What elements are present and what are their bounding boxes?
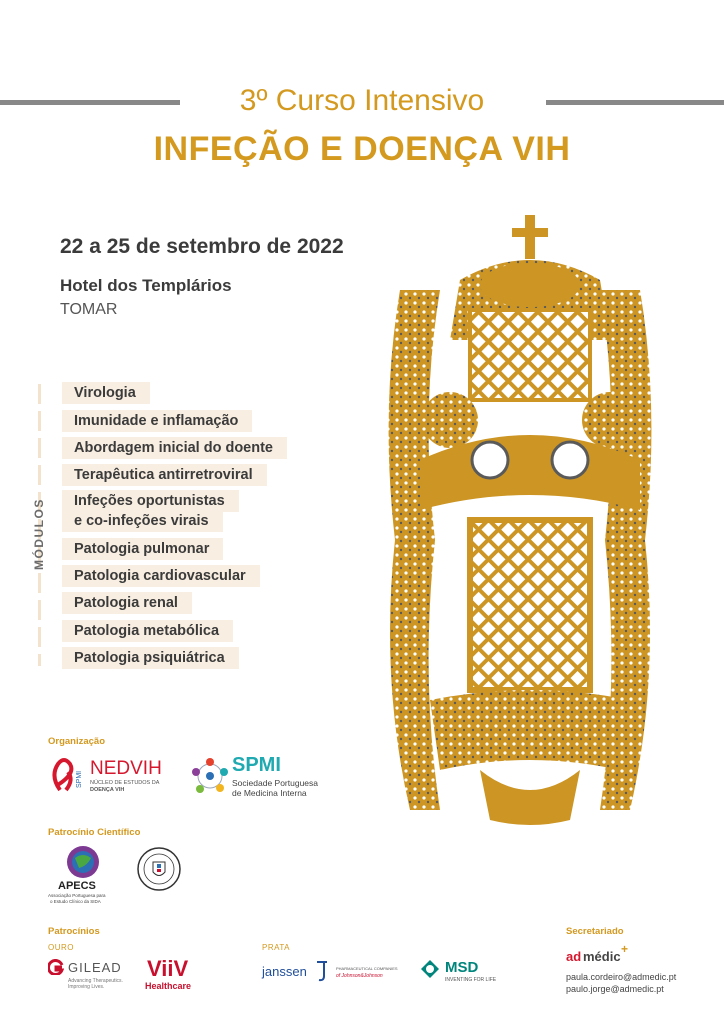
msd-logo [420, 958, 510, 988]
admedic-logo [566, 944, 646, 966]
apecs-line1: Associação Portuguesa para [48, 893, 106, 898]
spmi-name: SPMI [232, 754, 281, 776]
organization-label: Organização [48, 736, 106, 747]
msd-tag: INVENTING FOR LIFE [445, 977, 497, 983]
module-item: Abordagem inicial do doente [62, 437, 287, 459]
secretariat-email-2[interactable]: paulo.jorge@admedic.pt [566, 984, 664, 994]
secretariat-label: Secretariado [566, 926, 624, 937]
viiv-sub: Healthcare [145, 981, 192, 991]
secretariat-email-1[interactable]: paula.cordeiro@admedic.pt [566, 972, 677, 982]
janssen-tag1: PHARMACEUTICAL COMPANIES [336, 966, 398, 971]
event-dates: 22 a 25 de setembro de 2022 [60, 235, 344, 258]
gold-label: OURO [48, 943, 74, 952]
msd-name: MSD [445, 959, 479, 976]
gilead-logo [48, 958, 130, 994]
module-item: Patologia renal [62, 592, 192, 614]
gilead-tag1: Advancing Therapeutics. [68, 978, 123, 984]
module-item: Patologia pulmonar [62, 538, 223, 560]
module-item: Terapêutica antirretroviral [62, 464, 267, 486]
spmi-logo [190, 754, 320, 800]
viiv-name: ViiV [147, 956, 189, 981]
janssen-mark-icon [315, 960, 329, 982]
nedvih-name: NEDVIH [90, 758, 162, 779]
admedic-ad: ad [566, 949, 582, 964]
gilead-mark-icon [48, 959, 64, 975]
event-city: TOMAR [60, 301, 118, 318]
nedvih-sub1: NÚCLEO DE ESTUDOS DA [90, 780, 160, 786]
module-item: e co-infeções virais [62, 510, 223, 532]
module-item: Infeções oportunistas [62, 490, 239, 512]
event-venue: Hotel dos Templários [60, 276, 232, 295]
spmi-dots-icon [190, 756, 230, 796]
spmi-line2: de Medicina Interna [232, 788, 307, 798]
course-subtitle: INFEÇÃO E DOENÇA VIH [153, 130, 571, 168]
silver-label: PRATA [262, 943, 290, 952]
nedvih-sub2: DOENÇA VIH [90, 787, 125, 793]
course-title: 3º Curso Intensivo [239, 84, 485, 117]
janssen-name: janssen [262, 964, 307, 979]
spmi-line1: Sociedade Portuguesa [232, 778, 319, 788]
janssen-tag2: of Johnson&Johnson [336, 973, 383, 979]
admedic-medic: médic [583, 949, 621, 964]
modules-label: MÓDULOS [32, 498, 46, 570]
nedvih-prefix: SPMI [76, 770, 83, 788]
sponsors-label: Patrocínios [48, 926, 100, 937]
module-item: Patologia cardiovascular [62, 565, 260, 587]
scientific-label: Patrocínio Científico [48, 827, 141, 838]
manueline-window-illustration [340, 210, 680, 830]
gilead-tag2: Improving Lives. [68, 984, 105, 990]
viiv-logo [143, 950, 203, 994]
janssen-logo [262, 960, 402, 986]
globe-gear-icon [65, 844, 101, 880]
apecs-line2: o Estudo Clínico da SIDA [50, 899, 101, 904]
apecs-logo [48, 844, 118, 904]
module-item: Imunidade e inflamação [62, 410, 252, 432]
nedvih-logo [48, 752, 178, 800]
module-item: Virologia [62, 382, 150, 404]
apecs-name: APECS [58, 880, 96, 892]
module-item: Patologia psiquiátrica [62, 647, 239, 669]
red-ribbon-icon [48, 756, 78, 794]
society-seal-icon [136, 846, 182, 892]
admedic-plus: + [621, 942, 629, 956]
gilead-name: GILEAD [68, 960, 122, 975]
module-item: Patologia metabólica [62, 620, 233, 642]
msd-mark-icon [420, 959, 440, 979]
